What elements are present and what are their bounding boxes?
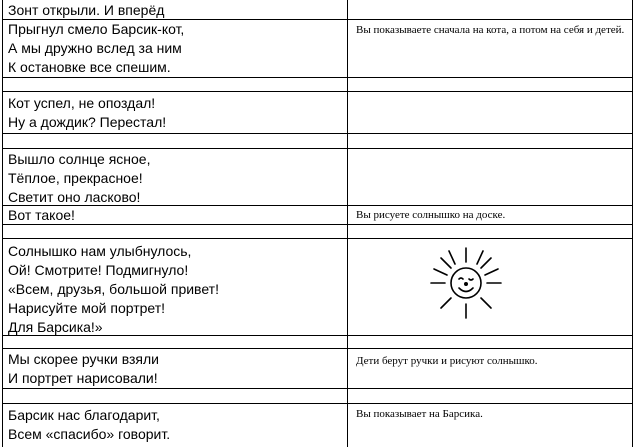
poem-line: Вышло солнце ясное, — [8, 151, 151, 167]
poem-line: А мы дружно вслед за ним — [8, 40, 182, 56]
smiling-sun-icon — [428, 245, 504, 321]
poem-line: Барсик нас благодарит, — [8, 407, 160, 423]
teacher-note: Вы показываете сначала на кота, а потом на себя и детей. — [356, 24, 625, 36]
poem-line: Зонт открыли. И вперёд — [8, 2, 165, 18]
poem-line: Всем «спасибо» говорит. — [8, 426, 171, 442]
poem-line: Вот такое! — [8, 207, 75, 223]
poem-line: «Всем, друзья, большой привет! — [8, 281, 219, 297]
poem-line: Мы скорее ручки взяли — [8, 351, 159, 367]
row-divider — [2, 77, 633, 78]
row-divider — [2, 224, 633, 225]
row-divider — [2, 133, 633, 134]
poem-line-start: Прыгнул смело Барсик-кот, — [8, 21, 185, 37]
row-divider — [2, 148, 633, 149]
row-divider — [2, 238, 633, 239]
poem-line: Тёплое, прекрасное! — [8, 170, 143, 186]
poem-line: К остановке все спешим. — [8, 59, 171, 75]
teacher-note: Вы рисуете солнышко на доске. — [356, 209, 506, 221]
row-divider — [2, 91, 633, 92]
poem-line: Солнышко нам улыбнулось, — [8, 243, 192, 259]
row-divider — [2, 403, 633, 404]
poem-line — [8, 20, 184, 39]
poem-line: Для Барсика!» — [8, 319, 103, 335]
poem-line: Ну а дождик? Перестал! — [8, 114, 167, 130]
poem-line: Нарисуйте мой портрет! — [8, 300, 166, 316]
teacher-note: Дети берут ручки и рисуют солнышко. — [356, 355, 538, 367]
row-divider — [2, 348, 633, 349]
teacher-note: Вы показывает на Барсика. — [356, 408, 483, 420]
poem-line: Светит оно ласково! — [8, 189, 141, 205]
poem-line: И портрет нарисовали! — [8, 370, 158, 386]
poem-line: Кот успел, не опоздал! — [8, 95, 156, 111]
poem-line: Ой! Смотрите! Подмигнуло! — [8, 262, 189, 278]
row-divider — [2, 388, 633, 389]
